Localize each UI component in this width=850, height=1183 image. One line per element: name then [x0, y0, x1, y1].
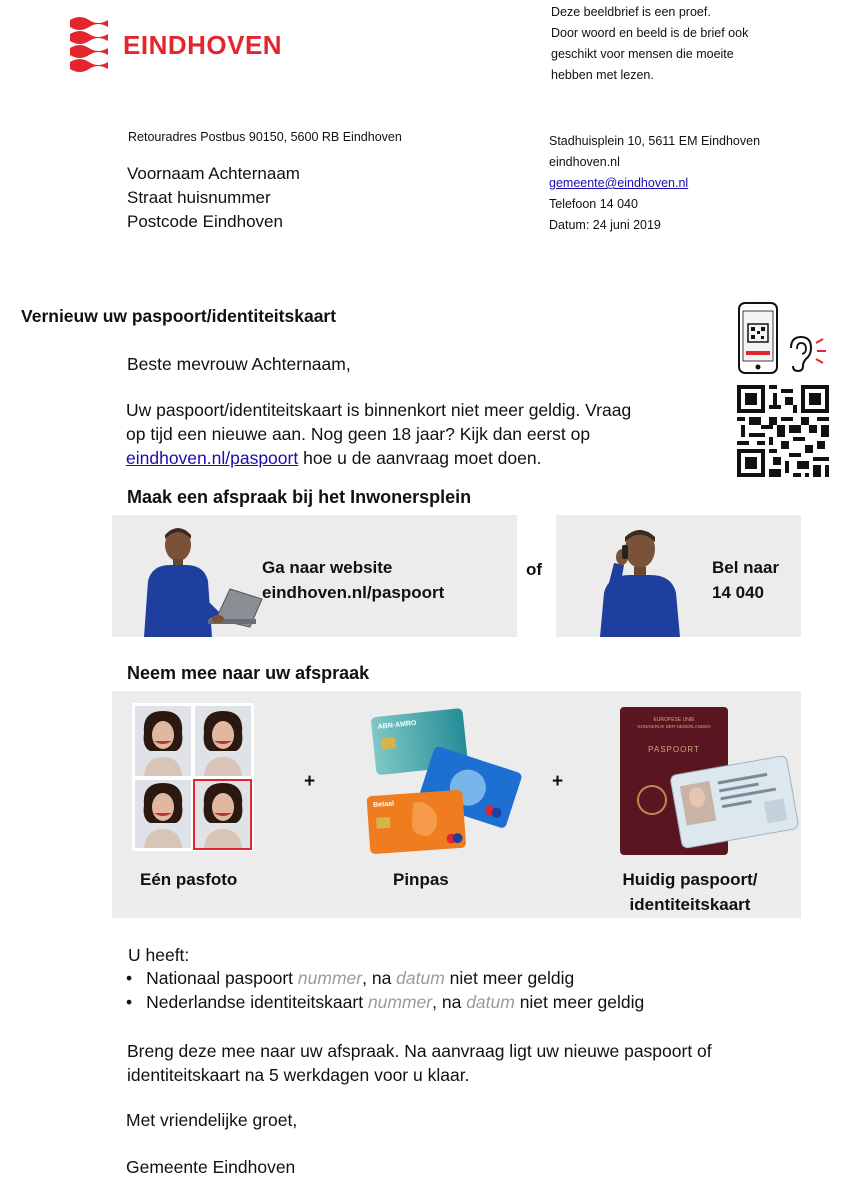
ear-audio-icon: [785, 334, 829, 379]
placeholder-date: datum: [466, 992, 515, 1012]
list-item: [126, 966, 644, 990]
closing-line: identiteitskaart na 5 werkdagen voor u klaar.: [127, 1065, 470, 1085]
list-item: [126, 990, 644, 1014]
placeholder-date: datum: [396, 968, 445, 988]
qr-code-icon[interactable]: [737, 385, 829, 482]
item-text: , na: [362, 968, 397, 988]
or-label: of: [526, 560, 543, 579]
phone-panel: [556, 515, 801, 637]
man-on-phone-illustration: [584, 523, 694, 637]
sender-site: eindhoven.nl: [549, 155, 620, 169]
closing-line: Breng deze mee naar uw afspraak. Na aanvraag ligt uw nieuwe paspoort of: [127, 1041, 712, 1061]
recipient-name: Voornaam Achternaam: [127, 164, 300, 183]
trial-note: [551, 2, 748, 86]
abn-amro-label: ABN·AMRO: [377, 719, 417, 731]
recipient-street: Straat huisnummer: [127, 188, 271, 207]
photo-label: Eén pasfoto: [140, 870, 238, 889]
item-text: Nationaal paspoort: [146, 968, 298, 988]
note-line: hebben met lezen.: [551, 68, 654, 82]
sender-phone: Telefoon 14 040: [549, 197, 638, 211]
note-line: Deze beeldbrief is een proef.: [551, 5, 711, 19]
website-panel: [112, 515, 517, 637]
item-text: Nederlandse identiteitskaart: [146, 992, 368, 1012]
website-line: Ga naar website: [262, 558, 393, 577]
item-text: niet meer geldig: [444, 968, 575, 988]
passport-cover-kingdom: KONINKRIJK DER NEDERLANDEN: [637, 724, 711, 729]
phone-scan-icon: [738, 302, 778, 379]
item-text: niet meer geldig: [514, 992, 645, 1012]
phone-number: 14 040: [712, 583, 764, 602]
intro-line: Uw paspoort/identiteitskaart is binnenkort niet meer geldig. Vraag: [126, 400, 632, 420]
passport-photos-illustration: [132, 703, 254, 851]
passport-cover-title: PASPOORT: [648, 745, 700, 754]
passport-id-illustration: [612, 705, 802, 857]
status-intro: U heeft:: [128, 945, 190, 965]
sender-email-link[interactable]: gemeente@eindhoven.nl: [549, 176, 689, 190]
document-label-line: identiteitskaart: [629, 895, 751, 914]
intro-paragraph: [126, 398, 726, 470]
plus-sign: +: [552, 771, 564, 792]
website-url: eindhoven.nl/paspoort: [262, 583, 445, 602]
bullet: •: [126, 992, 133, 1012]
debit-cards-illustration: [356, 707, 536, 859]
plus-sign: +: [304, 771, 316, 792]
phone-instruction: [712, 555, 779, 605]
man-with-laptop-illustration: [130, 523, 280, 637]
phone-line: Bel naar: [712, 558, 780, 577]
closing-paragraph: [127, 1039, 827, 1087]
passport-info-link[interactable]: eindhoven.nl/paspoort: [126, 448, 299, 468]
placeholder-number: nummer: [367, 992, 433, 1012]
eindhoven-logo-mark: [68, 14, 110, 76]
letter-subject: Vernieuw uw paspoort/identiteitskaart: [21, 306, 337, 326]
item-text: , na: [432, 992, 467, 1012]
letter-date: Datum: 24 juni 2019: [549, 218, 661, 232]
note-line: geschikt voor mensen die moeite: [551, 47, 734, 61]
appointment-heading: Maak een afspraak bij het Inwonersplein: [127, 487, 472, 507]
intro-line: op tijd een nieuwe aan. Nog geen 18 jaar? Kijk dan eerst op: [126, 424, 591, 444]
bring-panel: [112, 691, 801, 918]
intro-line-rest: hoe u de aanvraag moet doen.: [298, 448, 542, 468]
sender-info: [549, 131, 760, 236]
return-address: Retouradres Postbus 90150, 5600 RB Eindhoven: [128, 130, 402, 144]
document-label-line: Huidig paspoort/: [622, 870, 758, 889]
eindhoven-logo: [68, 14, 110, 81]
recipient-postcode: Postcode Eindhoven: [127, 212, 283, 231]
betaal-label: Betaal: [372, 800, 395, 809]
document-label: [598, 867, 782, 917]
logo-wordmark: EINDHOVEN: [123, 30, 283, 60]
greeting: Met vriendelijke groet,: [126, 1110, 298, 1130]
card-label: Pinpas: [393, 870, 449, 889]
sender-street: Stadhuisplein 10, 5611 EM Eindhoven: [549, 134, 761, 148]
placeholder-number: nummer: [297, 968, 363, 988]
status-list: [126, 966, 644, 1014]
signature: Gemeente Eindhoven: [126, 1157, 296, 1177]
salutation: Beste mevrouw Achternaam,: [127, 354, 351, 374]
bullet: •: [126, 968, 133, 988]
passport-cover-eu: EUROPESE UNIE: [653, 717, 695, 723]
note-line: Door woord en beeld is de brief ook: [551, 26, 749, 40]
recipient-address: [127, 162, 300, 234]
website-instruction: [262, 555, 444, 605]
bring-heading: Neem mee naar uw afspraak: [127, 663, 370, 683]
